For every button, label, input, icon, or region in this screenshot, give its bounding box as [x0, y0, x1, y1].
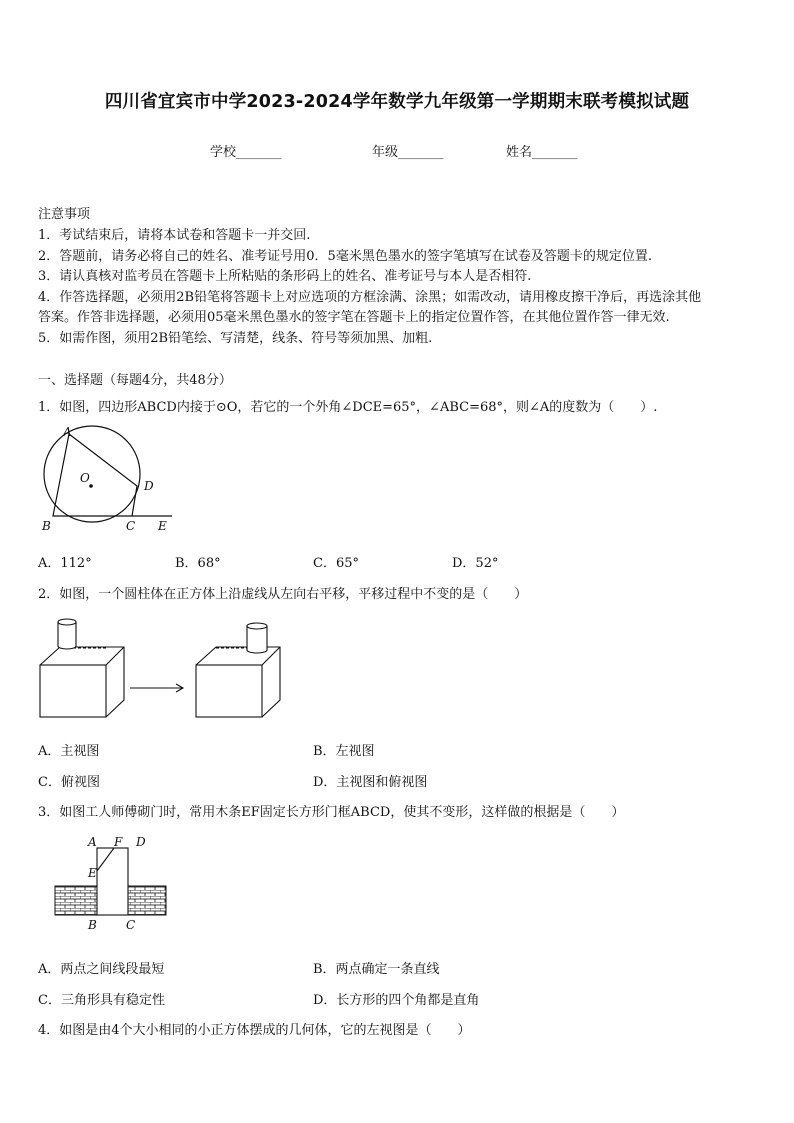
q1-option-a: A．112° [38, 556, 92, 571]
note-item: 2．答题前，请务必将自己的姓名、准考证号用0．5毫米黑色墨水的签字笔填写在试卷及答题卡的规定位置. [38, 249, 652, 264]
cylinder-right [247, 623, 267, 653]
label-d: D [136, 835, 146, 849]
q3-option-b: B．两点确定一条直线 [313, 962, 440, 977]
q1-option-c: C．65° [313, 556, 359, 571]
q1-option-d: D．52° [452, 556, 499, 571]
label-c: C [126, 519, 136, 533]
brick-wall-right [128, 886, 166, 915]
q3-option-c: C．三角形具有稳定性 [38, 993, 165, 1008]
q3-door-frame-figure [50, 830, 172, 936]
q2-option-d: D．主视图和俯视图 [313, 775, 428, 790]
question-4-stem: 4．如图是由4个大小相同的小正方体摆成的几何体，它的左视图是（ ） [38, 1023, 471, 1038]
q3-option-a: A．两点之间线段最短 [38, 962, 165, 977]
label-e: E [158, 519, 167, 533]
label-d: D [144, 479, 154, 493]
circle-o [44, 426, 140, 522]
q3-option-d: D．长方形的四个角都是直角 [313, 993, 480, 1008]
label-f: F [114, 835, 123, 849]
q2-option-b: B．左视图 [313, 744, 375, 759]
note-item: 3．请认真核对监考员在答题卡上所粘贴的条形码上的姓名、准考证号与本人是否相符. [38, 269, 532, 284]
q1-option-b: B．68° [175, 556, 221, 571]
q2-option-c: C．俯视图 [38, 775, 100, 790]
grade-field: 年级_______ [372, 145, 444, 160]
label-c: C [126, 918, 136, 932]
note-item: 4．作答选择题，必须用2B铅笔将答题卡上对应选项的方框涂满、涂黑；如需改动，请用橡皮擦干净后，再选涂其他 [38, 290, 702, 305]
note-item: 答案。作答非选择题，必须用05毫米黑色墨水的签字笔在答题卡上的指定位置作答，在其他位置作答一律无效. [38, 310, 670, 325]
label-o: O [80, 471, 90, 485]
question-1-stem: 1．如图，四边形ABCD内接于⊙O，若它的一个外角∠DCE=65°，∠ABC=68°，则∠A的度数为（ ）. [38, 400, 658, 415]
page-title: 四川省宜宾市中学2023-2024学年数学九年级第一学期期末联考模拟试题 [104, 92, 690, 112]
q2-option-a: A．主视图 [38, 744, 100, 759]
notes-heading: 注意事项 [38, 207, 91, 222]
label-a: A [63, 425, 72, 439]
section-heading: 一、选择题（每题4分，共48分） [38, 373, 232, 388]
question-2-stem: 2．如图，一个圆柱体在正方体上沿虚线从左向右平移，平移过程中不变的是（ ） [38, 587, 528, 602]
question-3-stem: 3．如图工人师傅砌门时，常用木条EF固定长方形门框ABCD，使其不变形，这样做的根据是（ ） [38, 805, 625, 820]
name-field: 姓名_______ [506, 145, 578, 160]
cube-right [196, 647, 280, 717]
cylinder-left [58, 619, 76, 649]
cube-left [40, 647, 124, 717]
quadrilateral-abcd [53, 434, 137, 516]
q1-circle-figure [36, 424, 176, 536]
note-item: 5．如需作图，须用2B铅笔绘、写清楚，线条、符号等须加黑、加粗. [38, 331, 433, 346]
school-field: 学校_______ [210, 145, 282, 160]
label-b: B [88, 918, 97, 932]
q2-cube-figure [36, 612, 286, 724]
label-b: B [42, 519, 51, 533]
door-frame-abcd [97, 848, 128, 915]
brick-wall-left [55, 886, 97, 915]
label-a: A [88, 835, 97, 849]
label-e: E [88, 866, 97, 880]
arrow-right-icon [130, 684, 183, 692]
note-item: 1．考试结束后，请将本试卷和答题卡一并交回. [38, 228, 311, 243]
